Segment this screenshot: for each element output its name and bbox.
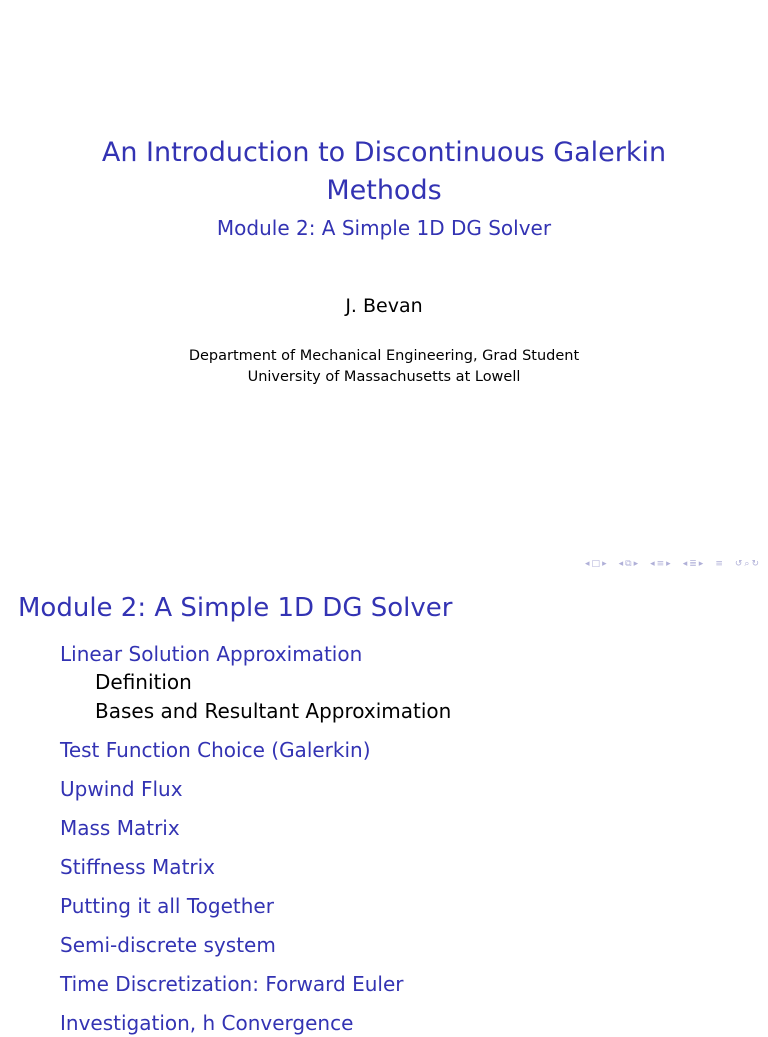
institute-block — [0, 346, 768, 388]
subsection-icon[interactable]: ⧉ — [625, 559, 632, 569]
toc-item-linear-solution-approximation[interactable]: Linear Solution Approximation — [60, 642, 363, 666]
nav-prev-icon[interactable]: ◂ — [585, 559, 590, 569]
toc-item-mass-matrix[interactable]: Mass Matrix — [60, 816, 180, 840]
appendix-nav-group — [714, 559, 724, 569]
toc-item-test-function[interactable]: Test Function Choice (Galerkin) — [60, 738, 371, 762]
author-name: J. Bevan — [345, 295, 423, 317]
toc-item-stiffness-matrix[interactable]: Stiffness Matrix — [60, 855, 216, 879]
nav-prev-icon[interactable]: ◂ — [650, 559, 655, 569]
toc-subitem-bases[interactable]: Bases and Resultant Approximation — [95, 699, 452, 723]
nav-next-icon[interactable]: ▸ — [633, 559, 639, 569]
nav-next-icon[interactable]: ▸ — [666, 559, 671, 569]
frame-nav-group — [584, 559, 608, 569]
search-icon[interactable]: ⌕ — [744, 559, 750, 569]
toc-item-putting-together[interactable]: Putting it all Together — [60, 894, 274, 918]
zoom-icon[interactable]: ↻ — [751, 559, 759, 569]
toc-item-semi-discrete[interactable]: Semi-discrete system — [60, 933, 276, 957]
undo-icon[interactable]: ↺ — [734, 559, 743, 569]
frame-icon[interactable]: □ — [591, 559, 601, 569]
institute-department: Department of Mechanical Engineering, Grad Student — [188, 348, 580, 364]
toc-item-investigation[interactable]: Investigation, h Convergence — [60, 1011, 354, 1035]
nav-next-icon[interactable]: ▸ — [698, 559, 704, 569]
presentation-title: An Introduction to Discontinuous Galerkin Methods — [101, 137, 667, 206]
section-icon[interactable]: ≡ — [656, 559, 665, 569]
presentation-subtitle: Module 2: A Simple 1D DG Solver — [216, 216, 552, 240]
nav-prev-icon[interactable]: ◂ — [682, 559, 688, 569]
frame-title: Module 2: A Simple 1D DG Solver — [18, 593, 453, 623]
toc-subitem-definition[interactable]: Definition — [95, 670, 192, 694]
toc-item-time-discretization[interactable]: Time Discretization: Forward Euler — [60, 972, 404, 996]
nav-prev-icon[interactable]: ◂ — [618, 559, 624, 569]
nav-next-icon[interactable]: ▸ — [602, 559, 607, 569]
subsection-icon[interactable]: ≣ — [689, 559, 697, 569]
subsection-nav-group — [618, 559, 640, 569]
tools-nav-group — [734, 559, 760, 569]
appendix-icon[interactable]: ≡ — [715, 559, 723, 569]
toc-item-upwind-flux[interactable]: Upwind Flux — [60, 777, 183, 801]
institute-university: University of Massachusetts at Lowell — [247, 369, 521, 385]
beamer-navigation-bar — [574, 557, 760, 571]
section-nav-group — [649, 559, 672, 569]
part-nav-group — [682, 559, 705, 569]
